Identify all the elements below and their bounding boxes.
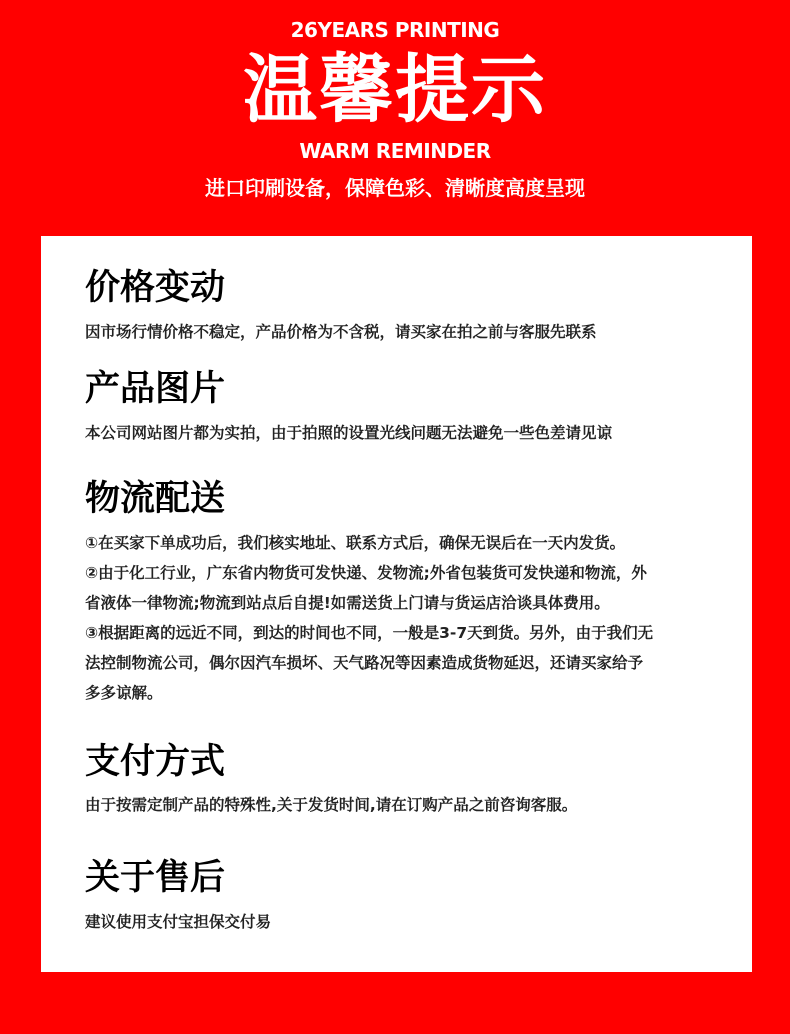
section-line: ①在买家下单成功后，我们核实地址、联系方式后，确保无误后在一天内发货。 — [85, 534, 626, 552]
section-title-payment: 支付方式 — [85, 742, 226, 782]
notice-panel — [41, 236, 752, 972]
section-text-images — [85, 418, 720, 448]
header-slogan: 进口印刷设备，保障色彩、清晰度高度呈现 — [205, 176, 585, 200]
section-line: 本公司网站图片都为实拍，由于拍照的设置光线问题无法避免一些色差请见谅 — [85, 424, 613, 442]
page-title: 温馨提示 — [243, 47, 547, 133]
section-text-aftersales — [85, 907, 720, 937]
header-banner — [0, 0, 790, 236]
section-title-images: 产品图片 — [85, 369, 226, 409]
section-line: ②由于化工行业，广东省内物货可发快递、发物流;外省包装货可发快递和物流，外 — [85, 564, 647, 582]
section-line: 由于按需定制产品的特殊性,关于发货时间,请在订购产品之前咨询客服。 — [85, 796, 578, 814]
section-line: 建议使用支付宝担保交付易 — [85, 913, 272, 931]
section-line: ③根据距离的远近不同，到达的时间也不同，一般是3-7天到货。另外，由于我们无 — [85, 624, 654, 642]
section-text-price — [85, 317, 720, 347]
section-title-logistics: 物流配送 — [85, 479, 226, 519]
section-title-aftersales: 关于售后 — [85, 858, 226, 898]
section-text-logistics — [85, 528, 720, 708]
section-title-price: 价格变动 — [85, 268, 226, 308]
header-tagline: 26YEARS PRINTING — [290, 18, 500, 42]
section-line: 因市场行情价格不稳定，产品价格为不含税，请买家在拍之前与客服先联系 — [85, 323, 597, 341]
section-text-payment — [85, 790, 720, 820]
section-line: 多多谅解。 — [85, 684, 163, 702]
section-line: 省液体一律物流;物流到站点后自提!如需送货上门请与货运店洽谈具体费用。 — [85, 594, 610, 612]
header-subtitle: WARM REMINDER — [299, 139, 491, 163]
section-line: 法控制物流公司，偶尔因汽车损坏、天气路况等因素造成货物延迟，还请买家给予 — [85, 654, 644, 672]
